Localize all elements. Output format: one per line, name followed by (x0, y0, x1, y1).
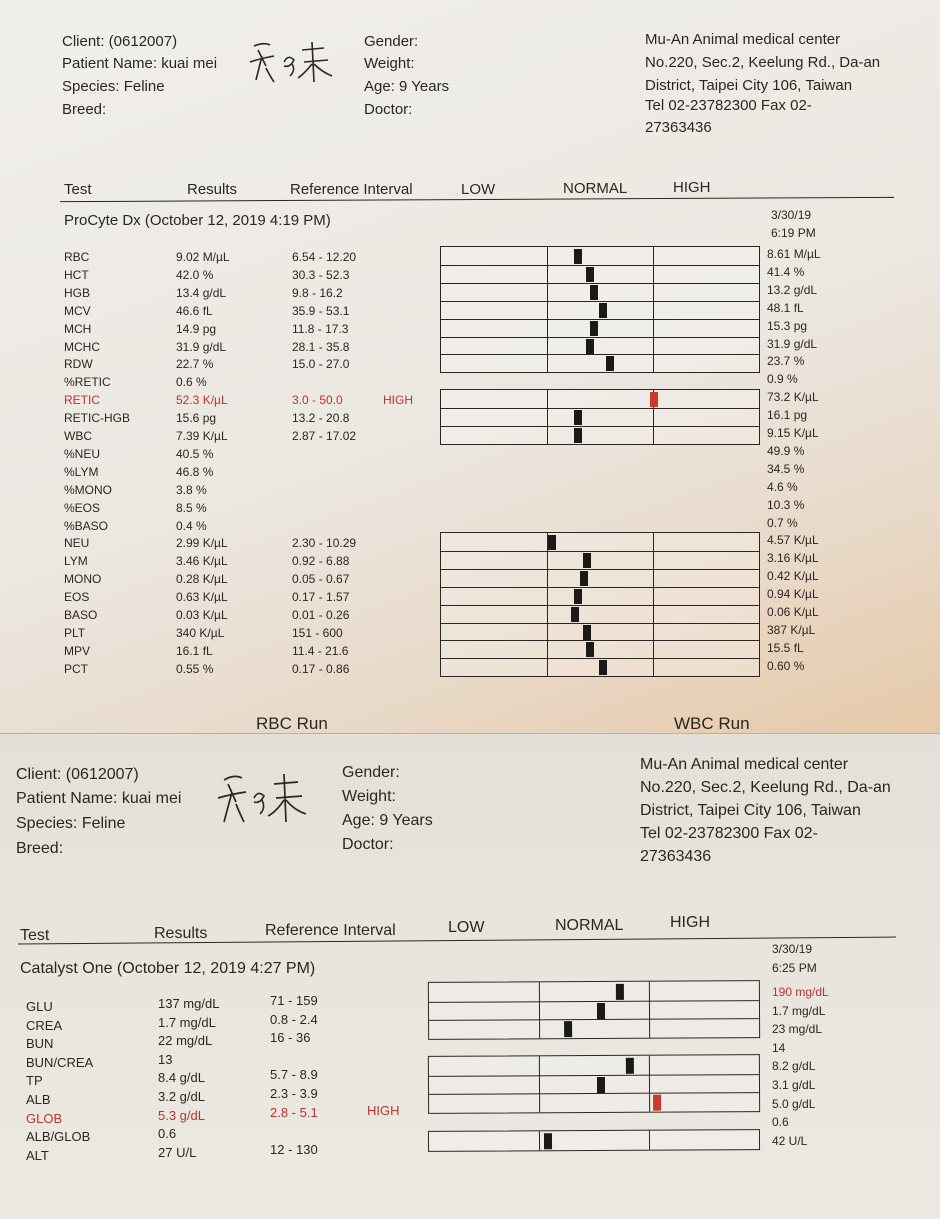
previous-result: 13.2 g/dL (767, 283, 818, 297)
previous-result: 10.3 % (767, 498, 805, 512)
previous-result: 49.9 % (767, 444, 805, 458)
gauge-row-line (429, 1092, 759, 1095)
reference-interval: 0.8 - 2.4 (270, 1012, 318, 1027)
breed: Breed: (16, 840, 64, 857)
result-value: 16.1 fL (176, 644, 213, 658)
test-name: GLU (26, 999, 53, 1014)
reference-interval: 2.3 - 3.9 (270, 1086, 318, 1101)
gauge-row-line (441, 658, 759, 659)
gauge-row-line (441, 587, 759, 588)
result-value: 13 (158, 1052, 173, 1067)
reference-interval: 9.8 - 16.2 (292, 286, 343, 300)
col-normal: NORMAL (555, 917, 624, 934)
test-name: PCT (64, 662, 88, 676)
gauge-row-line (441, 569, 759, 570)
result-value: 7.39 K/µL (176, 429, 228, 443)
col-low: LOW (448, 919, 485, 936)
wbc-run-label: WBC Run (674, 714, 750, 733)
result-value: 14.9 pg (176, 322, 217, 336)
result-value: 15.6 pg (176, 411, 217, 425)
result-marker (599, 303, 607, 318)
result-value: 137 mg/dL (158, 996, 220, 1011)
clinic-name: Mu-An Animal medical center (640, 756, 849, 773)
previous-result: 23 mg/dL (772, 1022, 823, 1036)
test-name: %EOS (64, 501, 101, 515)
gauge-divider (547, 390, 548, 444)
range-gauge (428, 1129, 760, 1152)
range-gauge (440, 532, 760, 677)
result-marker (571, 607, 579, 622)
result-marker (616, 984, 624, 1000)
handwritten-name-signature (208, 768, 312, 828)
clinic-address-line1: No.220, Sec.2, Keelung Rd., Da-an (640, 779, 891, 796)
result-marker (548, 535, 556, 550)
range-gauge (440, 246, 760, 373)
reference-interval: 0.17 - 0.86 (292, 662, 350, 676)
previous-result: 42 U/L (772, 1134, 808, 1148)
col-high: HIGH (670, 914, 710, 931)
previous-result: 16.1 pg (767, 408, 808, 422)
result-value: 13.4 g/dL (176, 286, 227, 300)
result-value: 3.8 % (176, 483, 207, 497)
reference-interval: 151 - 600 (292, 626, 343, 640)
test-name: ALT (26, 1148, 49, 1163)
previous-result: 0.6 (772, 1115, 789, 1129)
result-value: 9.02 M/µL (176, 250, 230, 264)
range-gauge (440, 389, 760, 445)
prev-time: 6:19 PM (771, 226, 816, 240)
result-value: 0.63 K/µL (176, 590, 228, 604)
test-name: %RETIC (64, 375, 111, 389)
test-name: WBC (64, 429, 92, 443)
result-marker (544, 1133, 552, 1149)
test-name: MCHC (64, 340, 100, 354)
test-name: NEU (64, 536, 90, 550)
reference-interval: 2.8 - 5.1 (270, 1105, 318, 1120)
result-marker (599, 660, 607, 675)
result-value: 3.46 K/µL (176, 554, 228, 568)
previous-result: 0.06 K/µL (767, 605, 819, 619)
gauge-row-line (441, 426, 759, 427)
previous-result: 34.5 % (767, 462, 805, 476)
panel-title: Catalyst One (October 12, 2019 4:27 PM) (20, 960, 316, 977)
clinic-fax: 27363436 (640, 848, 712, 865)
previous-result: 9.15 K/µL (767, 426, 819, 440)
weight: Weight: (364, 55, 415, 72)
reference-interval: 3.0 - 50.0 (292, 393, 343, 407)
test-name: %BASO (64, 519, 109, 533)
result-marker (586, 267, 594, 282)
result-marker (583, 553, 591, 568)
result-value: 0.6 (158, 1126, 177, 1141)
result-marker (590, 321, 598, 336)
gauge-row-line (441, 319, 759, 320)
test-name: BASO (64, 608, 98, 622)
test-name: CREA (26, 1018, 63, 1033)
clinic-address-line2: District, Taipei City 106, Taiwan (645, 77, 853, 94)
test-name: PLT (64, 626, 86, 640)
col-reference: Reference Interval (265, 922, 396, 939)
result-marker (653, 1095, 661, 1111)
test-name: LYM (64, 554, 88, 568)
species: Species: Feline (16, 815, 126, 832)
test-name: MCV (64, 304, 91, 318)
result-value: 8.4 g/dL (158, 1070, 205, 1085)
previous-result: 0.7 % (767, 516, 798, 530)
test-name: HGB (64, 286, 91, 300)
test-name: %NEU (64, 447, 101, 461)
reference-interval: 30.3 - 52.3 (292, 268, 350, 282)
gauge-row-line (441, 551, 759, 552)
previous-result: 1.7 mg/dL (772, 1004, 826, 1018)
previous-result: 5.0 g/dL (772, 1097, 816, 1111)
prev-date: 3/30/19 (771, 208, 812, 222)
previous-result: 3.16 K/µL (767, 551, 819, 565)
gauge-row-line (429, 1000, 759, 1003)
gauge-row-line (441, 354, 759, 355)
client-id: Client: (0612007) (62, 33, 178, 50)
clinic-fax: 27363436 (645, 119, 712, 136)
test-name: %LYM (64, 465, 99, 479)
gauge-row-line (441, 623, 759, 624)
test-name: RETIC (64, 393, 100, 407)
gender: Gender: (342, 764, 400, 781)
test-name: ALB (26, 1092, 51, 1107)
col-low: LOW (461, 181, 496, 198)
doctor: Doctor: (364, 101, 413, 118)
handwritten-name-signature (240, 36, 336, 86)
result-value: 340 K/µL (176, 626, 225, 640)
result-marker (574, 249, 582, 264)
previous-result: 48.1 fL (767, 301, 804, 315)
gauge-row-line (429, 1018, 759, 1021)
previous-result: 4.6 % (767, 480, 798, 494)
result-marker (583, 625, 591, 640)
clinic-address-line1: No.220, Sec.2, Keelung Rd., Da-an (645, 54, 881, 71)
clinic-name: Mu-An Animal medical center (645, 31, 841, 48)
result-marker (626, 1058, 634, 1074)
result-value: 0.4 % (176, 519, 207, 533)
range-gauge (428, 980, 760, 1040)
result-value: 22 mg/dL (158, 1033, 213, 1048)
col-normal: NORMAL (563, 180, 628, 197)
result-value: 27 U/L (158, 1145, 197, 1160)
previous-result: 387 K/µL (767, 623, 816, 637)
reference-interval: 12 - 130 (270, 1142, 318, 1157)
doctor: Doctor: (342, 836, 394, 853)
gauge-row-line (441, 408, 759, 409)
prev-time: 6:25 PM (772, 961, 817, 975)
result-marker (586, 339, 594, 354)
gender: Gender: (364, 33, 419, 50)
high-flag: HIGH (383, 393, 413, 407)
patient-name: Patient Name: kuai mei (62, 55, 218, 72)
result-marker (606, 356, 614, 371)
gauge-row-line (441, 283, 759, 284)
reference-interval: 16 - 36 (270, 1030, 311, 1045)
result-marker (650, 392, 658, 407)
test-name: ALB/GLOB (26, 1129, 91, 1144)
previous-result: 4.57 K/µL (767, 533, 819, 547)
previous-result: 0.9 % (767, 372, 798, 386)
result-marker (597, 1003, 605, 1019)
previous-result: 3.1 g/dL (772, 1078, 816, 1092)
previous-result: 15.3 pg (767, 319, 808, 333)
result-value: 8.5 % (176, 501, 207, 515)
test-name: TP (26, 1073, 43, 1088)
rbc-run-label: RBC Run (256, 714, 328, 733)
result-marker (590, 285, 598, 300)
test-name: %MONO (64, 483, 112, 497)
previous-result: 0.42 K/µL (767, 569, 819, 583)
result-value: 46.6 fL (176, 304, 213, 318)
gauge-row-line (441, 337, 759, 338)
col-results: Results (154, 925, 208, 942)
reference-interval: 35.9 - 53.1 (292, 304, 350, 318)
result-value: 1.7 mg/dL (158, 1015, 216, 1030)
result-value: 40.5 % (176, 447, 214, 461)
result-marker (574, 589, 582, 604)
range-gauge (428, 1054, 760, 1114)
client-id: Client: (0612007) (16, 766, 139, 783)
reference-interval: 0.92 - 6.88 (292, 554, 350, 568)
result-marker (597, 1077, 605, 1093)
gauge-divider (539, 1056, 540, 1112)
result-value: 5.3 g/dL (158, 1108, 205, 1123)
col-test: Test (64, 181, 92, 198)
result-value: 3.2 g/dL (158, 1089, 205, 1104)
gauge-divider (649, 1131, 650, 1150)
header-rule (18, 937, 896, 945)
result-value: 42.0 % (176, 268, 214, 282)
previous-result: 15.5 fL (767, 641, 804, 655)
col-test: Test (20, 927, 50, 944)
gauge-divider (649, 982, 650, 1038)
breed: Breed: (62, 101, 107, 118)
age: Age: 9 Years (364, 78, 450, 95)
reference-interval: 15.0 - 27.0 (292, 357, 350, 371)
result-value: 0.03 K/µL (176, 608, 228, 622)
test-name: MCH (64, 322, 92, 336)
gauge-divider (539, 1131, 540, 1150)
reference-interval: 6.54 - 12.20 (292, 250, 357, 264)
previous-result: 0.60 % (767, 659, 805, 673)
catalyst-report-sheet (0, 733, 940, 1219)
weight: Weight: (342, 788, 396, 805)
previous-result: 14 (772, 1041, 786, 1055)
species: Species: Feline (62, 78, 165, 95)
previous-result: 190 mg/dL (772, 985, 829, 999)
previous-result: 8.2 g/dL (772, 1059, 816, 1073)
gauge-divider (649, 1056, 650, 1112)
test-name: EOS (64, 590, 90, 604)
col-results: Results (187, 181, 238, 198)
patient-name: Patient Name: kuai mei (16, 790, 182, 807)
result-value: 0.28 K/µL (176, 572, 228, 586)
previous-result: 23.7 % (767, 354, 805, 368)
result-marker (586, 642, 594, 657)
result-value: 31.9 g/dL (176, 340, 227, 354)
test-name: MONO (64, 572, 102, 586)
result-value: 0.6 % (176, 375, 207, 389)
test-name: GLOB (26, 1111, 63, 1126)
reference-interval: 71 - 159 (270, 993, 318, 1008)
result-value: 22.7 % (176, 357, 214, 371)
clinic-phone: Tel 02-23782300 Fax 02- (640, 825, 818, 842)
previous-result: 8.61 M/µL (767, 247, 821, 261)
test-name: RBC (64, 250, 90, 264)
result-value: 0.55 % (176, 662, 214, 676)
reference-interval: 28.1 - 35.8 (292, 340, 350, 354)
reference-interval: 0.17 - 1.57 (292, 590, 350, 604)
reference-interval: 0.01 - 0.26 (292, 608, 350, 622)
gauge-row-line (441, 301, 759, 302)
previous-result: 41.4 % (767, 265, 805, 279)
gauge-row-line (429, 1074, 759, 1077)
result-value: 2.99 K/µL (176, 536, 228, 550)
previous-result: 0.94 K/µL (767, 587, 819, 601)
previous-result: 73.2 K/µL (767, 390, 819, 404)
result-marker (580, 571, 588, 586)
gauge-row-line (441, 605, 759, 606)
gauge-divider (539, 982, 540, 1038)
test-name: BUN (26, 1036, 54, 1051)
test-name: RDW (64, 357, 93, 371)
test-name: MPV (64, 644, 91, 658)
reference-interval: 2.30 - 10.29 (292, 536, 357, 550)
result-value: 52.3 K/µL (176, 393, 228, 407)
gauge-row-line (441, 265, 759, 266)
result-marker (574, 410, 582, 425)
reference-interval: 13.2 - 20.8 (292, 411, 350, 425)
result-value: 46.8 % (176, 465, 214, 479)
gauge-row-line (441, 640, 759, 641)
result-marker (564, 1021, 572, 1037)
reference-interval: 2.87 - 17.02 (292, 429, 357, 443)
reference-interval: 5.7 - 8.9 (270, 1067, 318, 1082)
clinic-address-line2: District, Taipei City 106, Taiwan (640, 802, 861, 819)
clinic-phone: Tel 02-23782300 Fax 02- (645, 97, 812, 114)
reference-interval: 11.4 - 21.6 (292, 644, 349, 658)
reference-interval: 11.8 - 17.3 (292, 322, 349, 336)
col-high: HIGH (673, 179, 711, 196)
test-name: RETIC-HGB (64, 411, 130, 425)
age: Age: 9 Years (342, 812, 433, 829)
reference-interval: 0.05 - 0.67 (292, 572, 350, 586)
high-flag: HIGH (367, 1103, 400, 1118)
panel-title: ProCyte Dx (October 12, 2019 4:19 PM) (64, 212, 331, 229)
result-marker (574, 428, 582, 443)
test-name: HCT (64, 268, 89, 282)
previous-result: 31.9 g/dL (767, 337, 818, 351)
test-name: BUN/CREA (26, 1055, 94, 1070)
prev-date: 3/30/19 (772, 942, 813, 956)
col-reference: Reference Interval (290, 181, 413, 198)
